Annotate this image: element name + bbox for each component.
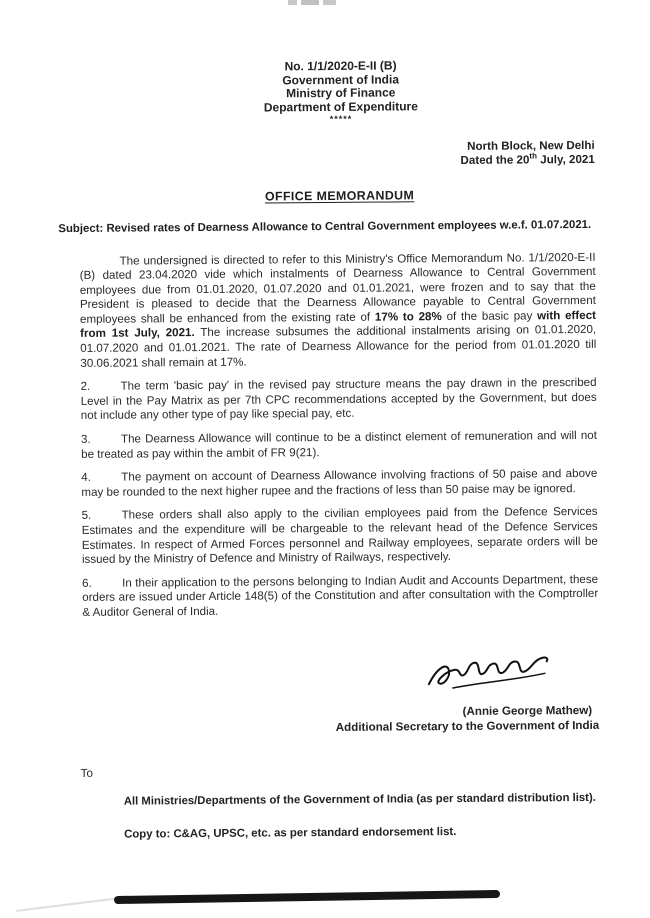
to-label: To <box>80 766 93 780</box>
scan-artifact-bar <box>114 890 500 904</box>
letterhead <box>72 58 609 126</box>
memo-title-text: OFFICE MEMORANDUM <box>264 188 415 204</box>
para-5-number: 5. <box>81 509 92 523</box>
signatory-designation: Additional Secretary to the Government of India <box>335 718 600 734</box>
distribution-line: All Ministries/Departments of the Government of India (as per standard distribution list). <box>123 791 596 808</box>
signatory-name: (Annie George Mathew) <box>462 703 593 718</box>
memo-title <box>71 187 608 205</box>
date-line <box>58 153 595 171</box>
department-line: Department of Expenditure <box>263 98 418 114</box>
signature-scribble <box>423 649 555 698</box>
para-5-text: These orders shall also apply to the civilian employees paid from the Defence Services Estimates and the expenditure will be chargeable to the relevant head of the Defence Services Estimates. In respect of Armed Forces personnel and Railway employees, separate orders will be issued by the Ministry of Defence and Ministry of Railways, respectively. <box>81 505 598 567</box>
signature-block <box>62 648 600 736</box>
para-2-number: 2. <box>80 380 91 394</box>
ministry-line: Ministry of Finance <box>286 85 396 101</box>
para-1-bold-rate: 17% to 28% <box>374 309 442 324</box>
date-prefix: Dated the 20 <box>460 153 530 167</box>
scan-page-edge <box>16 896 127 912</box>
para-1-text-c: The increase subsumes the additional instalments arising on 01.01.2020, 01.07.2020 and 01.01.2021. The rate of Dearness Allowance for the period from 01.01.2020 till 30.06.2021 shall remain at 17%. <box>80 323 597 370</box>
memo-document <box>57 58 600 841</box>
para-1-text-a: The undersigned is directed to refer to this Ministry's Office Memorandum No. 1/1/2020-E-II (B) dated 23.04.2020 vide which instalments of Dearness Allowance to Central Government employees due from 01.01.2020, 01.07.2020 and 01.01.2021, were frozen and to say that the President is pleased to decide that the Dearness Allowance payable to Central Government employees shall be enhanced from the existing rate of <box>79 250 596 326</box>
para-3 <box>81 429 597 462</box>
date-suffix: July, 2021 <box>536 152 595 167</box>
scan-artifact-top <box>288 0 336 5</box>
date-ordinal: th <box>529 151 537 161</box>
para-3-number: 3. <box>80 432 91 446</box>
subject-line: Subject: Revised rates of Dearness Allowance to Central Government employees w.e.f. 01.07.2021. <box>58 218 592 236</box>
para-1-text-b: of the basic pay <box>441 309 538 323</box>
para-1 <box>80 250 597 371</box>
place-date-block <box>58 139 595 171</box>
para-4-number: 4. <box>81 471 91 485</box>
para-5 <box>82 505 598 567</box>
place-line: North Block, New Delhi <box>467 138 595 153</box>
copy-to-line: Copy to: C&AG, UPSC, etc. as per standard endorsement list. <box>124 825 457 841</box>
para-4 <box>81 467 597 500</box>
para-2 <box>81 376 597 424</box>
separator-stars: ***** <box>329 113 353 124</box>
reference-number: No. 1/1/2020-E-II (B) <box>284 58 397 74</box>
para-6-number: 6. <box>82 576 92 590</box>
government-line: Government of India <box>282 71 400 87</box>
para-6 <box>82 573 598 621</box>
para-6-text: In their application to the persons belonging to Indian Audit and Accounts Department, these orders are issued under Article 148(5) of the Constitution and after consultation with the Comptroller & Auditor General of India. <box>82 572 599 619</box>
para-2-text: The term 'basic pay' in the revised pay structure means the pay drawn in the prescribed Level in the Pay Matrix as per 7th CPC recommendations accepted by the Government, but does not include any other type of pay like special pay, etc. <box>80 376 597 423</box>
para-3-text: The Dearness Allowance will continue to be a distinct element of remuneration and will not be treated as pay within the ambit of FR 9(21). <box>81 428 598 461</box>
para-4-text: The payment on account of Dearness Allowance involving fractions of 50 paise and above may be rounded to the next higher rupee and the fractions of less than 50 paise may be ignored. <box>81 467 598 499</box>
para-1-bold-effective-date: with effect from 1st July, 2021. <box>80 308 597 341</box>
